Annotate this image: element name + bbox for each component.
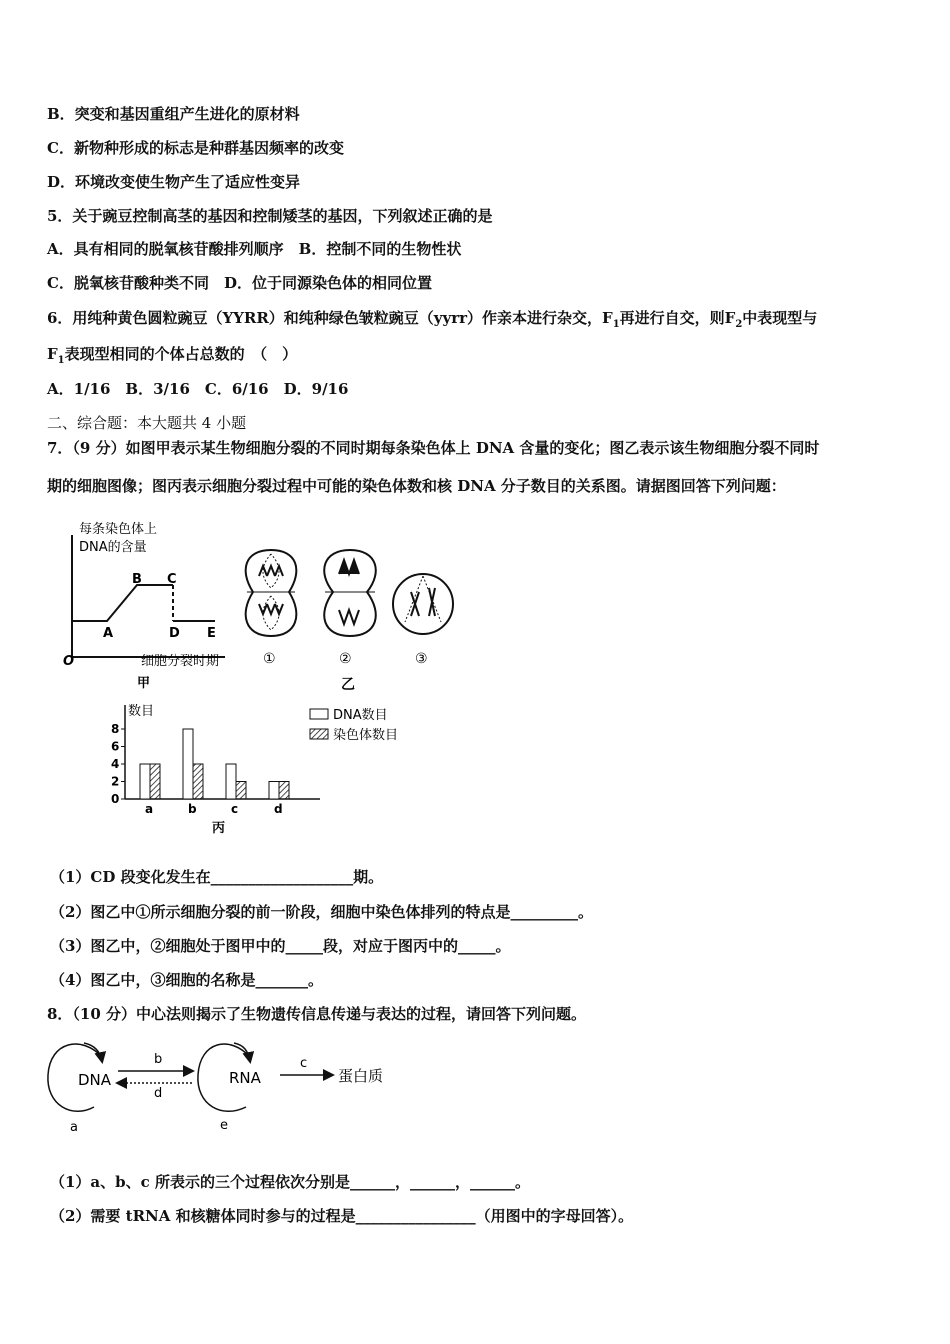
bar-dna-c xyxy=(226,764,236,799)
q7-stem-line2: 期的细胞图像；图丙表示细胞分裂过程中可能的染色体数和核 DNA 分子数目的关系图。请据图回答下列问题： xyxy=(47,477,786,495)
q8-sub1: （1）a、b、c 所表示的三个过程依次分别是______，______，______。 xyxy=(50,1173,531,1191)
legend-dna-label: DNA数目 xyxy=(333,708,388,723)
dogma-label-d: d xyxy=(154,1086,163,1101)
bing-caption: 丙 xyxy=(212,821,226,836)
bing-ylabel: 数目 xyxy=(128,704,155,719)
dogma-protein: 蛋白质 xyxy=(338,1067,384,1085)
q5-stem: 5．关于豌豆控制高茎的基因和控制矮茎的基因，下列叙述正确的是 xyxy=(47,207,493,225)
q8-stem: 8．（10 分）中心法则揭示了生物遗传信息传递与表达的过程，请回答下列问题。 xyxy=(47,1005,587,1023)
yi-label-2: ② xyxy=(339,651,352,667)
legend-chromosome-label: 染色体数目 xyxy=(333,728,399,743)
bing-category-label: c xyxy=(231,802,239,816)
jia-ylabel-1: 每条染色体上 xyxy=(79,522,158,537)
q6-stem-line2: $F_1$表现型相同的个体占总数的 （ ） xyxy=(47,345,298,366)
jia-point-d: D xyxy=(169,626,180,641)
bing-ytick-label: 6 xyxy=(111,739,120,754)
figure-central-dogma xyxy=(42,1035,402,1135)
jia-point-e: E xyxy=(207,626,216,641)
bar-dna-b xyxy=(183,729,193,799)
q7-sub2: （2）图乙中①所示细胞分裂的前一阶段，细胞中染色体排列的特点是_________。 xyxy=(50,903,593,921)
yi-label-1: ① xyxy=(263,651,276,667)
jia-point-c: C xyxy=(167,572,177,587)
section-heading: 二、综合题：本大题共 4 小题 xyxy=(47,414,247,432)
dogma-label-c: c xyxy=(300,1056,308,1071)
figure-jia xyxy=(55,515,245,690)
q4-option-c: C．新物种形成的标志是种群基因频率的改变 xyxy=(47,139,344,157)
dogma-label-b: b xyxy=(154,1052,163,1067)
jia-point-a: A xyxy=(103,626,114,641)
cell-1-icon xyxy=(246,550,297,636)
yi-label-3: ③ xyxy=(415,651,428,667)
q6-stem-line1: 6．用纯种黄色圆粒豌豆（YYRR）和纯种绿色皱粒豌豆（yyrr）作亲本进行杂交，$F_1$再进行自交，则$F_2$中表现型与 xyxy=(47,309,818,330)
jia-caption: 甲 xyxy=(137,676,151,690)
bar-chromosome-c xyxy=(236,782,246,800)
dogma-label-e: e xyxy=(220,1118,228,1133)
q8-sub2: （2）需要 tRNA 和核糖体同时参与的过程是________________（用图中的字母回答）。 xyxy=(50,1207,634,1225)
q7-sub1: （1）CD 段变化发生在___________________期。 xyxy=(50,868,384,886)
legend-dna-swatch xyxy=(310,709,328,719)
jia-origin: O xyxy=(63,654,75,669)
bing-ytick-label: 8 xyxy=(111,722,120,736)
bar-chromosome-b xyxy=(193,764,203,799)
bing-category-label: d xyxy=(274,802,283,816)
bing-ytick-label: 2 xyxy=(111,774,120,789)
legend-chromosome-swatch xyxy=(310,729,328,739)
jia-xlabel: 细胞分裂时期 xyxy=(141,654,220,669)
q5-options-ab: A．具有相同的脱氧核苷酸排列顺序 B．控制不同的生物性状 xyxy=(47,240,462,258)
dogma-rna: RNA xyxy=(229,1069,261,1087)
q6-options: A．1/16 B．3/16 C．6/16 D．9/16 xyxy=(47,380,349,398)
bar-dna-a xyxy=(140,764,150,799)
bing-category-label: a xyxy=(145,802,154,816)
bar-chromosome-a xyxy=(150,764,160,799)
figure-yi xyxy=(235,542,465,692)
dogma-dna: DNA xyxy=(78,1071,112,1089)
q7-stem-line1: 7．（9 分）如图甲表示某生物细胞分裂的不同时期每条染色体上 DNA 含量的变化；图乙表示该生物细胞分裂不同时 xyxy=(47,439,820,457)
q5-options-cd: C．脱氧核苷酸种类不同 D．位于同源染色体的相同位置 xyxy=(47,274,432,292)
q4-option-d: D．环境改变使生物产生了适应性变异 xyxy=(47,173,301,191)
cell-3-icon xyxy=(393,574,453,634)
bing-category-label: b xyxy=(188,802,197,816)
yi-caption: 乙 xyxy=(341,677,355,692)
bing-ytick-label: 0 xyxy=(111,792,120,806)
cell-2-icon xyxy=(324,550,376,636)
q7-sub3: （3）图乙中，②细胞处于图甲中的_____段，对应于图丙中的_____。 xyxy=(50,937,511,955)
q4-option-b: B．突变和基因重组产生进化的原材料 xyxy=(47,105,300,123)
bing-ytick-label: 4 xyxy=(111,757,120,771)
bar-dna-d xyxy=(269,782,279,800)
figure-bing-chart xyxy=(100,695,430,840)
bar-chromosome-d xyxy=(279,782,289,800)
dogma-label-a: a xyxy=(70,1120,78,1135)
jia-point-b: B xyxy=(132,572,142,587)
jia-ylabel-2: DNA的含量 xyxy=(79,540,147,555)
q7-sub4: （4）图乙中，③细胞的名称是_______。 xyxy=(50,971,323,989)
